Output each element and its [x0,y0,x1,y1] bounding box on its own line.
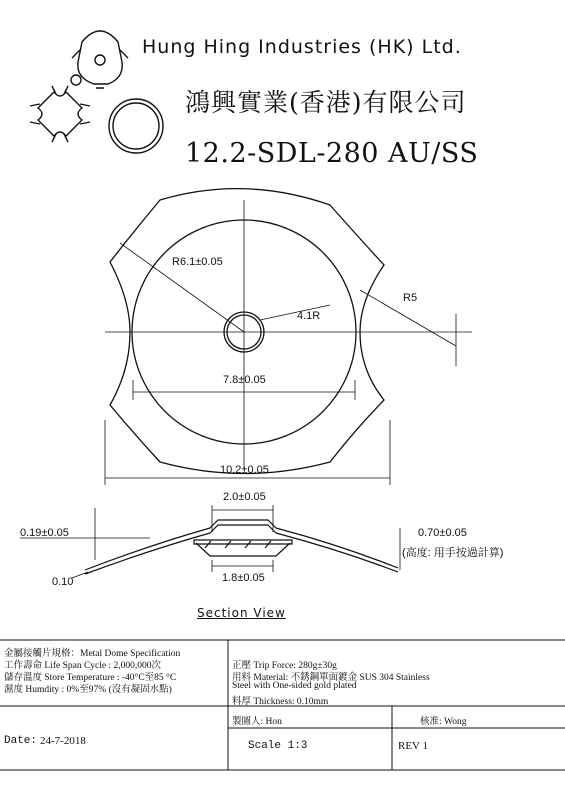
spec-material-2: Steel with One-sided gold plated [232,681,357,691]
date-value: 24-7-2018 [40,735,86,747]
top-view [105,189,472,485]
dim-outer-width: 10.2±0.05 [220,464,269,476]
dim-thickness-left: 0.19±0.05 [20,527,69,539]
dim-height: 0.70±0.05 [418,527,467,539]
spec-thickness: 料厚 Thickness: 0.10mm [232,697,329,707]
part-number: 12.2-SDL-280 AU/SS [185,138,479,169]
drawn-by: 製圖人: Hon [232,717,282,727]
four-leg-dome-icon [30,86,90,142]
spec-humidity: 濕度 Humdity : 0%至97% (沒有凝固水點) [4,685,172,695]
dim-top-flat: 2.0±0.05 [223,491,266,503]
three-leg-dome-icon [71,31,128,88]
round-dome-icon [109,99,163,153]
dim-bottom-flat: 1.8±0.05 [222,572,265,584]
revision: REV 1 [398,740,429,752]
spec-trip-force: 正壓 Trip Force: 280g±30g [232,661,337,671]
dim-r-center: 4.1R [297,310,321,322]
date-label: Date: [4,735,38,747]
spec-material: 用料 Material: 不銹鋼單面鍍金 SUS 304 Stainless [232,673,430,683]
spec-life-cycle: 工作壽命 Life Span Cycle : 2,000,000次 [4,661,161,671]
scale: Scale 1:3 [248,740,308,752]
dim-height-note: (高度: 用手按過計算) [402,547,504,559]
dim-edge: 0.10 [52,576,74,588]
dim-r-outer: R6.1±0.05 [172,256,223,268]
dim-inner-dia: 7.8±0.05 [223,374,266,386]
company-name-cn: 鴻興實業(香港)有限公司 [185,88,467,117]
spec-store-temp: 儲存溫度 Store Temperature : -40°C至85 °C [4,673,177,683]
company-name-en: Hung Hing Industries (HK) Ltd. [142,36,462,58]
approved-by: 核准: Wong [420,717,467,727]
spec-title: 金屬接觸片規格：Metal Dome Specification [4,649,181,659]
dim-r-notch: R5 [403,292,418,304]
section-view-drawing [20,505,400,578]
section-view-caption: Section View [197,606,286,620]
